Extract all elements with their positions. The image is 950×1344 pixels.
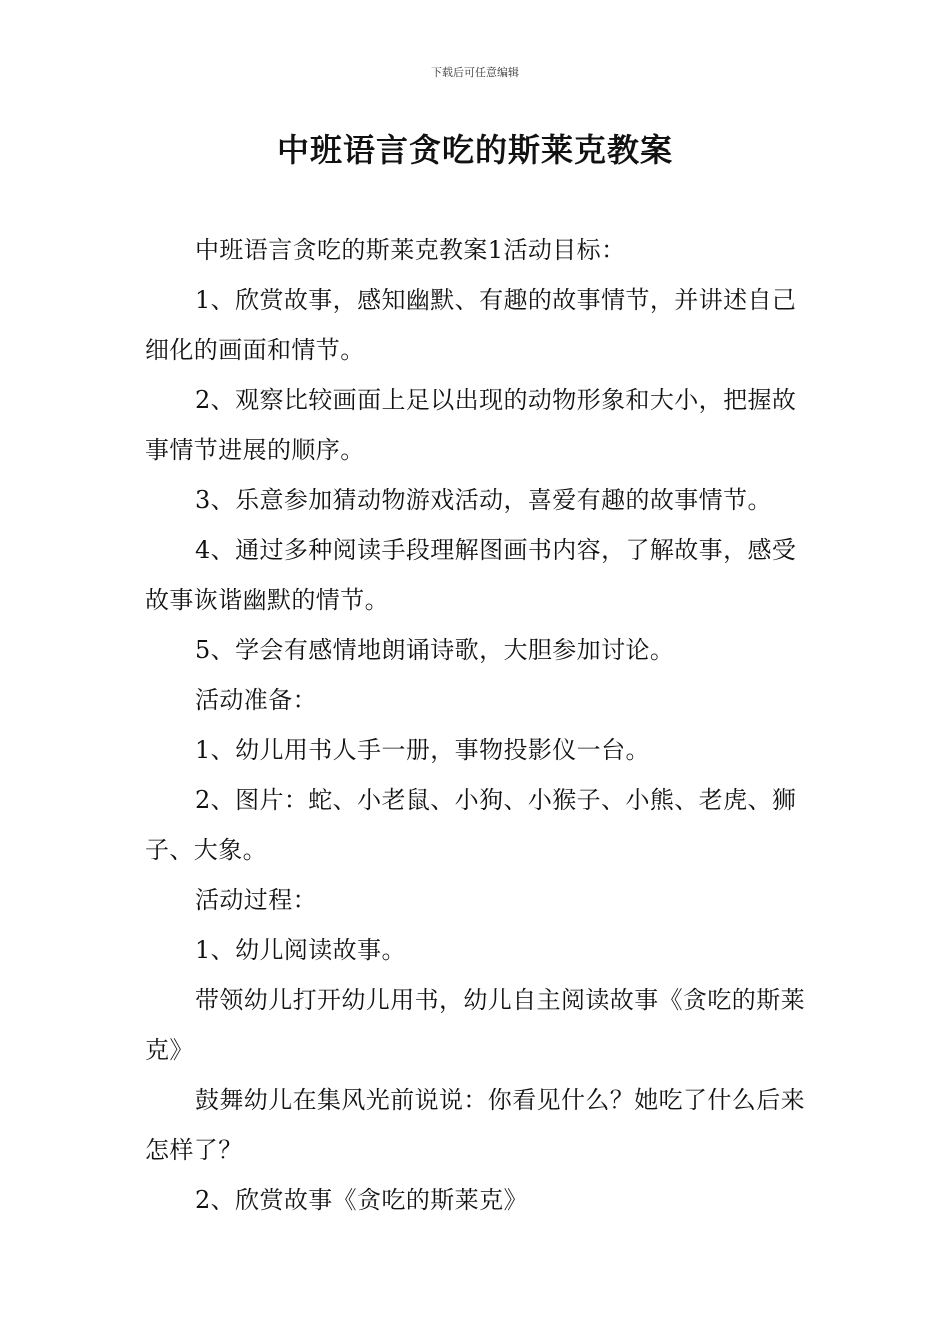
paragraph: 1、幼儿用书人手一册，事物投影仪一台。 [195, 736, 650, 764]
paragraph: 1、欣赏故事，感知幽默、有趣的故事情节，并讲述自己细化的画面和情节。 [145, 286, 797, 364]
paragraph: 活动过程： [195, 886, 317, 914]
paragraph: 带领幼儿打开幼儿用书，幼儿自主阅读故事《贪吃的斯莱克》 [145, 986, 805, 1064]
document-title: 中班语言贪吃的斯莱克教案 [276, 131, 673, 169]
document-body [145, 225, 807, 1225]
paragraph: 2、欣赏故事《贪吃的斯莱克》 [195, 1186, 528, 1214]
header-note: 下载后可任意编辑 [431, 66, 519, 79]
paragraph: 4、通过多种阅读手段理解图画书内容，了解故事，感受故事诙谐幽默的情节。 [145, 536, 797, 614]
paragraph: 2、图片：蛇、小老鼠、小狗、小猴子、小熊、老虎、狮子、大象。 [145, 786, 797, 864]
paragraph: 鼓舞幼儿在集风光前说说：你看见什么？她吃了什么后来怎样了？ [145, 1086, 805, 1164]
paragraph: 活动准备： [195, 686, 317, 714]
paragraph: 2、观察比较画面上足以出现的动物形象和大小，把握故事情节进展的顺序。 [145, 386, 797, 464]
paragraph: 3、乐意参加猜动物游戏活动，喜爱有趣的故事情节。 [195, 486, 772, 514]
paragraph: 中班语言贪吃的斯莱克教案1活动目标： [195, 236, 626, 264]
paragraph: 1、幼儿阅读故事。 [195, 936, 406, 964]
paragraph: 5、学会有感情地朗诵诗歌，大胆参加讨论。 [195, 636, 675, 664]
